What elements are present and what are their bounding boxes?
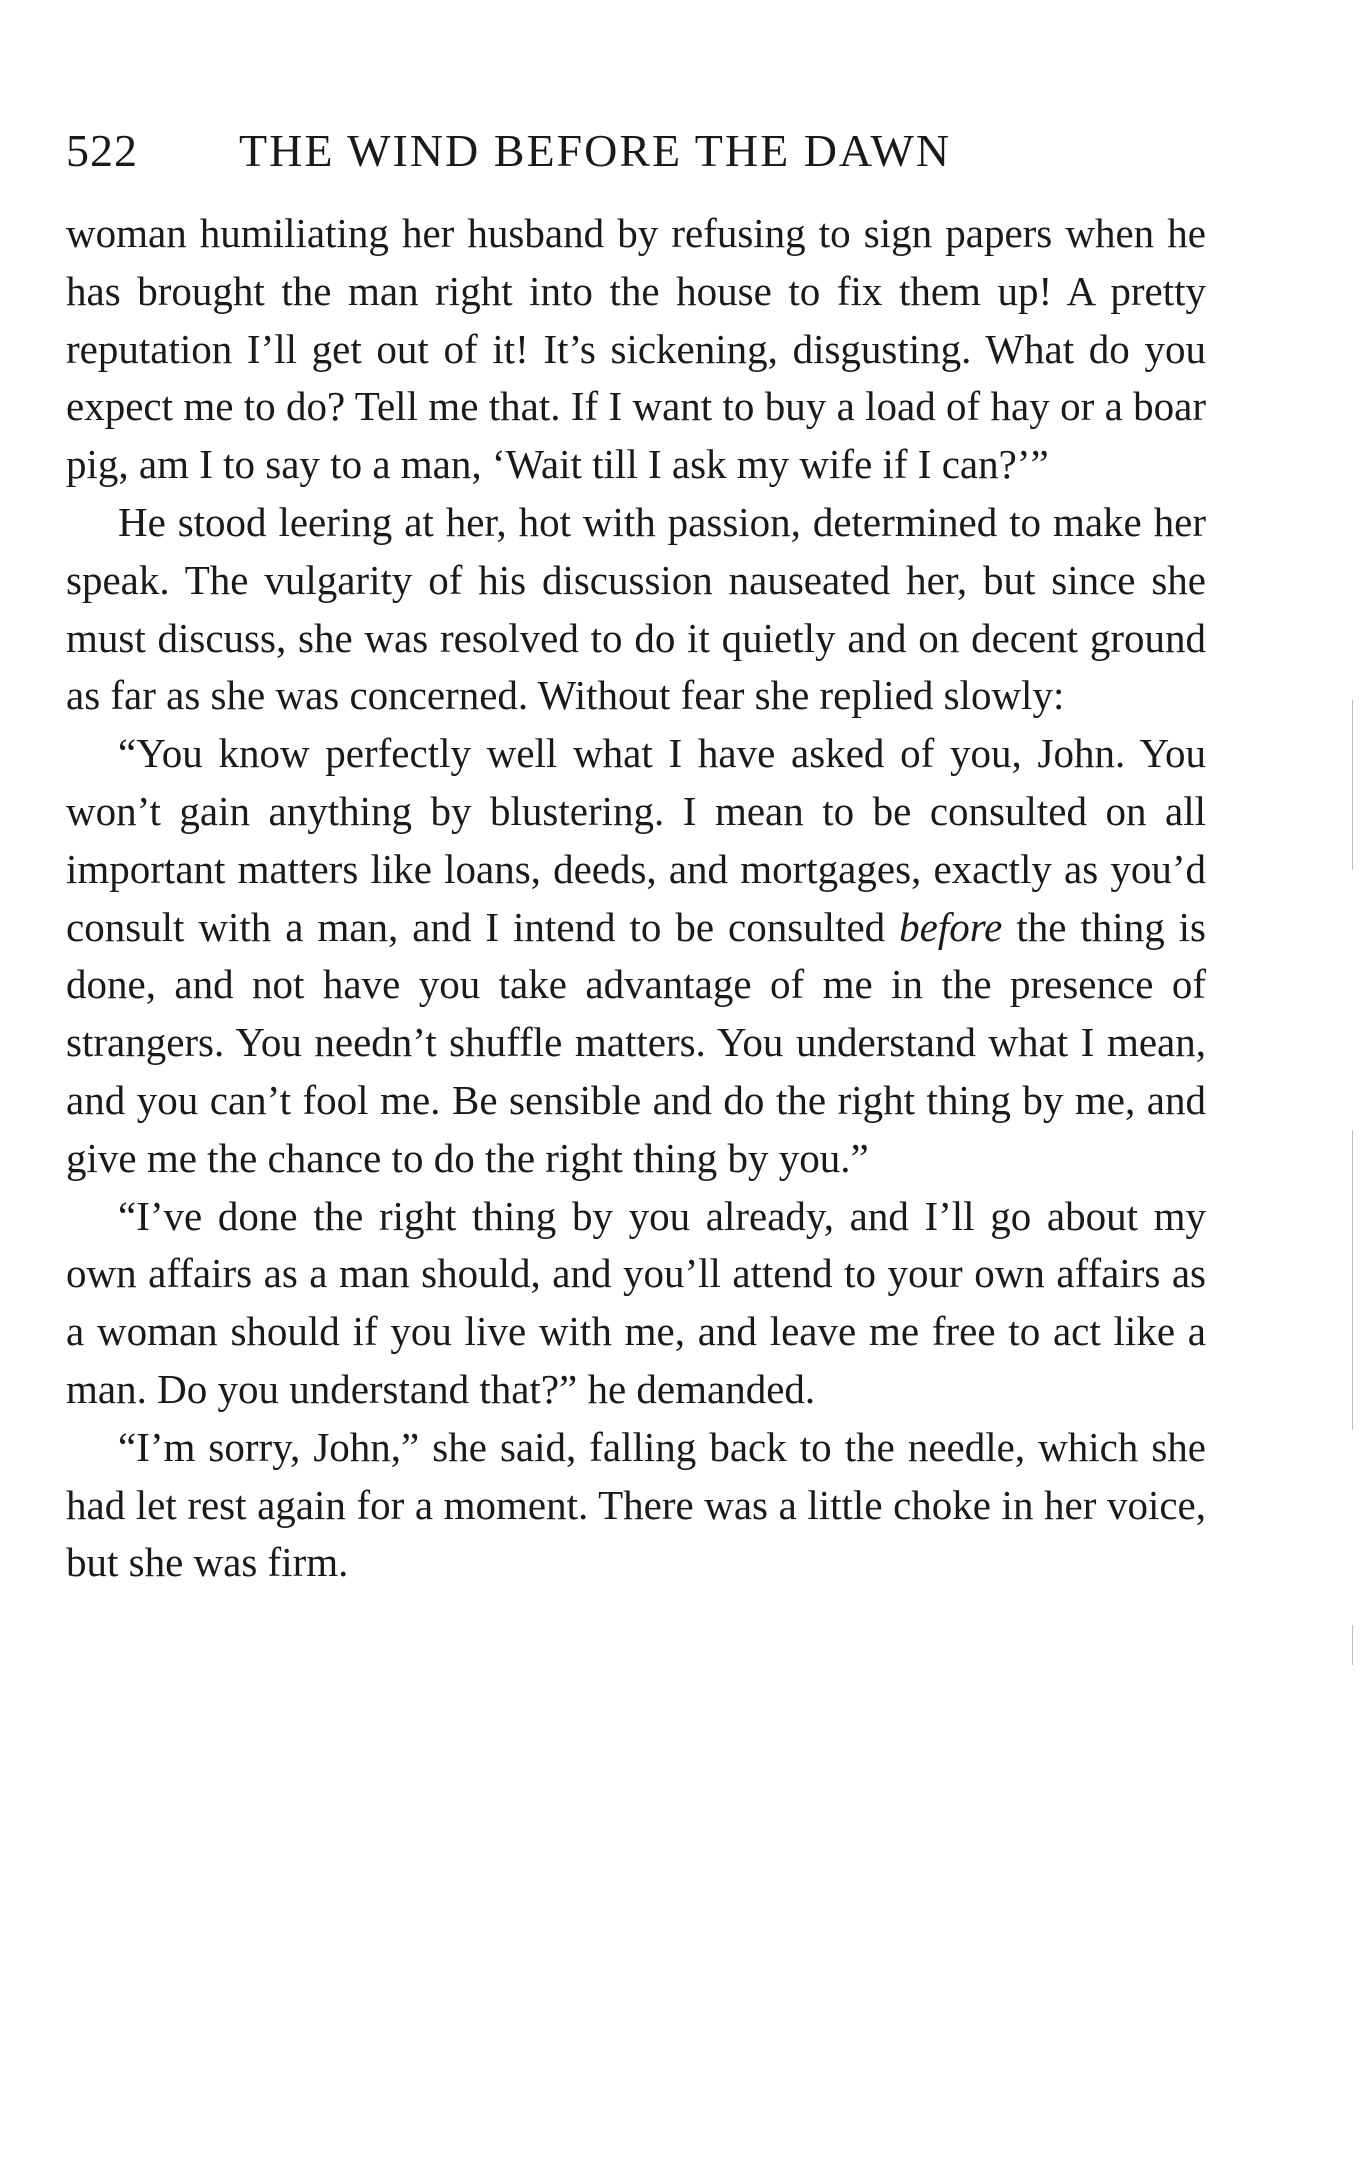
paragraph-5: “I’m sorry, John,” she said, falling back to the needle, which she had let rest again for a moment. There was a little choke in her voice, but she was firm. [66,1423,1206,1586]
paragraph-1: woman humiliating her husband by refusing to sign papers when he has brought the man right into the house to fix them up! A pretty reputation I’ll get out of it! It’s sickening, disgusting. What do you expect me to do? Tell me that. If I want to buy a load of hay or a boar pig, am I to say to a man, ‘Wait till I ask my wife if I can?’” [66,210,1206,488]
running-head [66,124,1216,184]
scan-mark-2 [1352,1130,1353,1430]
book-title: THE WIND BEFORE THE DAWN [239,125,952,176]
scan-mark-3 [1352,1625,1353,1665]
paragraph-4: “I’ve done the right thing by you already, and I’ll go about my own affairs as a man should, and you’ll attend to your own affairs as a woman should if you live with me, and leave me free to act like a man. Do you understand that?” he demanded. [66,1192,1206,1412]
paragraph-3 [66,725,1206,1187]
page-number: 522 [66,125,138,176]
emphasized-word: before [899,903,1003,950]
paragraph-2: He stood leering at her, hot with passion, determined to make her speak. The vulgarity of his discussion nauseated her, but since she must discuss, she was resolved to do it quietly and on decent ground as far as she was concerned. Without fear she replied slowly: [66,498,1206,719]
paragraph-3-part-2: the thing is done, and not have you take advantage of me in the presence of strangers. You needn’t shuffle matters. You understand what I mean, and you can’t fool me. Be sensible and do the right thing by me, and give me the chance to do the right thing by you.” [66,903,1207,1181]
paragraph-3-part-1: “You know perfectly well what I have asked of you, John. You won’t gain anything by blustering. I mean to be consulted on all important matters like loans, deeds, and mortgages, exactly as you’d consult with a man, and I intend to be consulted [66,730,1206,950]
body-text [66,205,1206,1592]
scan-mark-1 [1352,700,1353,870]
